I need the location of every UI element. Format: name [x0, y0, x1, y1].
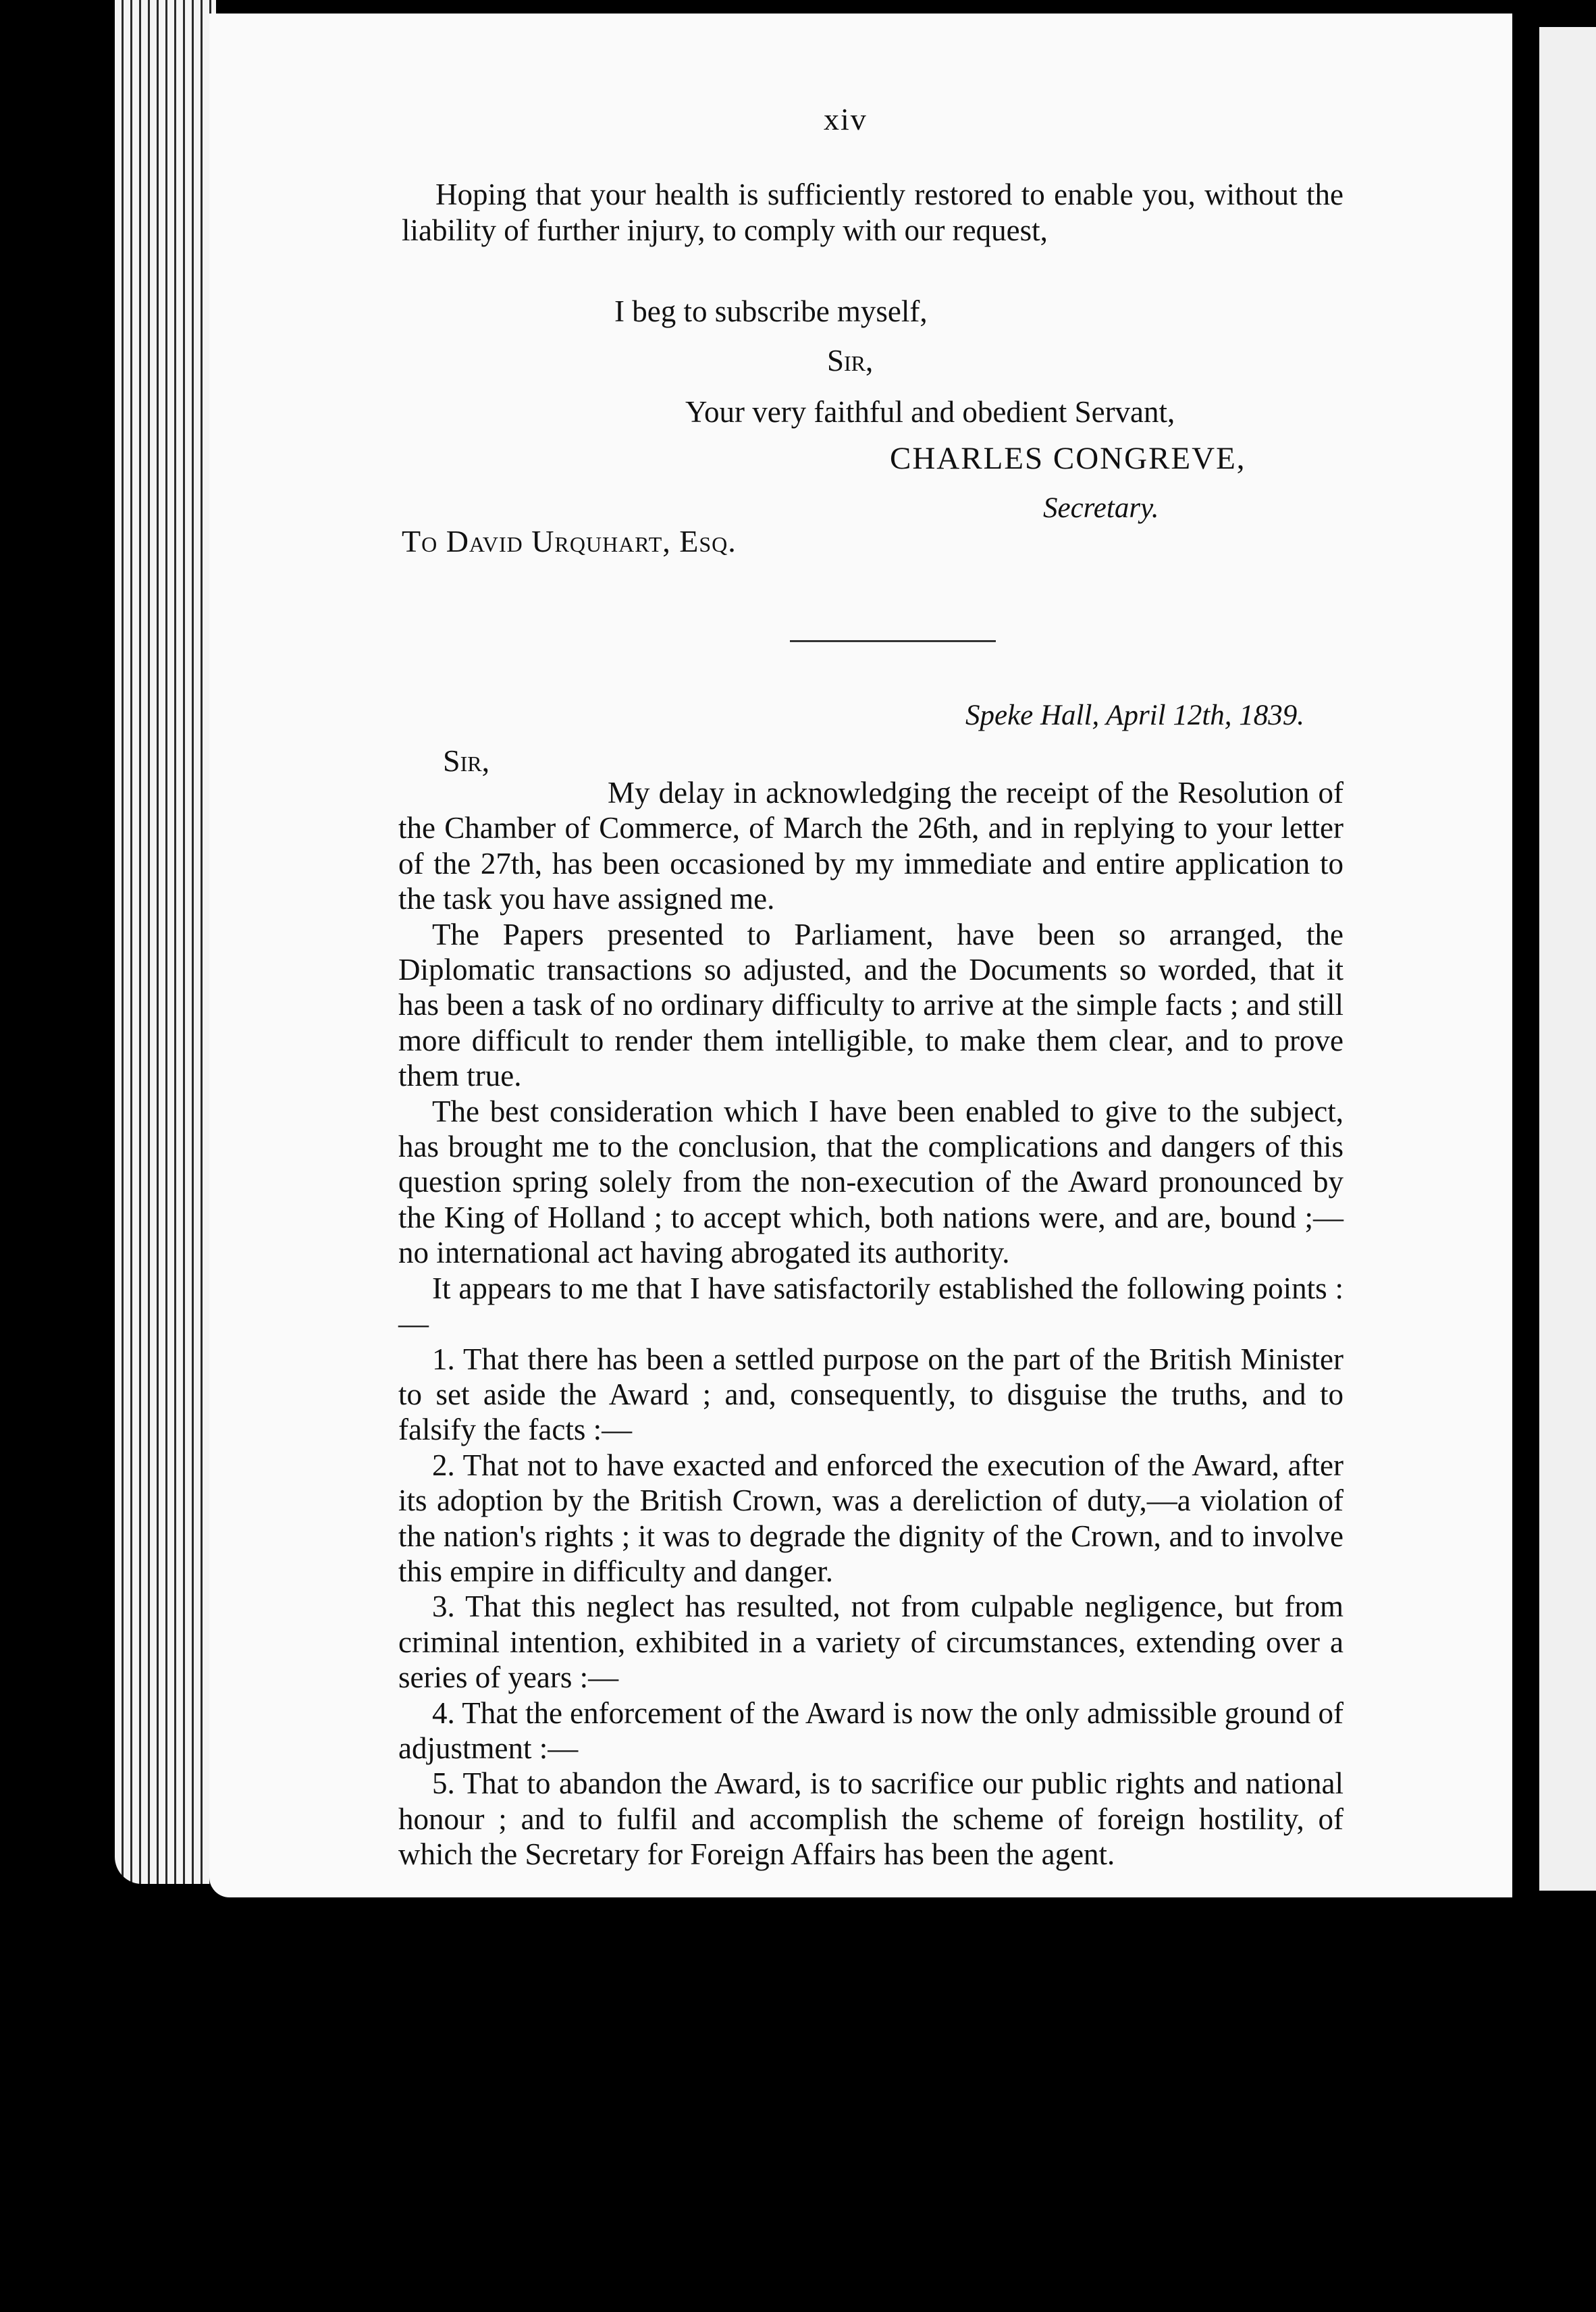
numbered-point: 2. That not to have exacted and enforced the execution of the Award, after its adoption by the British Crown, was a dereliction of duty,—a violation of the nation's rights ; it was to degrade the dignity of the Crown, and to involve this empire in difficulty and danger. — [398, 1448, 1344, 1588]
numbered-point: 1. That there has been a settled purpose on the part of the British Minister to set aside the Award ; and, consequently, to disguise the truths, and to falsify the facts :— — [398, 1342, 1344, 1447]
addressee: To David Urquhart, Esq. — [402, 524, 737, 558]
letter1-closing-paragraph — [402, 177, 1344, 248]
signer-name: CHARLES CONGREVE, — [890, 441, 1246, 476]
letter1-salutation: Sir, — [827, 344, 874, 377]
closing-paragraph-text: Hoping that your health is sufficiently restored to enable you, without the liability of further injury, to comply with our request, — [402, 178, 1344, 247]
letter2-dateline: Speke Hall, April 12th, 1839. — [965, 700, 1305, 731]
book-page-edges — [115, 0, 216, 1884]
section-divider — [790, 640, 996, 642]
letter2-body — [398, 775, 1344, 1872]
page-number: xiv — [824, 102, 868, 136]
signer-title: Secretary. — [1043, 492, 1159, 524]
numbered-point: 5. That to abandon the Award, is to sacrifice our public rights and national honour ; and to fulfil and accomplish the scheme of foreign hostility, of which the Secretary for Foreign Affairs has been the agent. — [398, 1766, 1344, 1872]
paragraph: My delay in acknowledging the receipt of the Resolution of the Chamber of Commerce, of March the 26th, and in replying to your letter of the 27th, has been occasioned by my immediate and entire application to the task you have assigned me. — [398, 776, 1344, 916]
paragraph: The Papers presented to Parliament, have been so arranged, the Diplomatic transactions so adjusted, and the Documents so worded, that it has been a task of no ordinary difficulty to arrive at the simple facts ; and still more difficult to render them intelligible, to make them clear, and to prove them true. — [398, 917, 1344, 1093]
subscribe-line: I beg to subscribe myself, — [614, 294, 928, 328]
paragraph: It appears to me that I have satisfactorily established the following points :— — [398, 1271, 1344, 1341]
valediction: Your very faithful and obedient Servant, — [685, 395, 1175, 429]
numbered-point: 3. That this neglect has resulted, not from culpable negligence, but from criminal intention, exhibited in a variety of circumstances, extending over a series of years :— — [398, 1590, 1344, 1695]
paragraph: The best consideration which I have been enabled to give to the subject, has brought me to the conclusion, that the complications and dangers of this question spring solely from the non-execution of the Award pronounced by the King of Holland ; to accept which, both nations were, and are, bound ;—no international act having abrogated its authority. — [398, 1094, 1344, 1270]
facing-page-edge — [1539, 27, 1596, 1891]
numbered-point: 4. That the enforcement of the Award is now the only admissible ground of adjustment :— — [398, 1696, 1344, 1765]
letter2-salutation: Sir, — [443, 743, 490, 778]
